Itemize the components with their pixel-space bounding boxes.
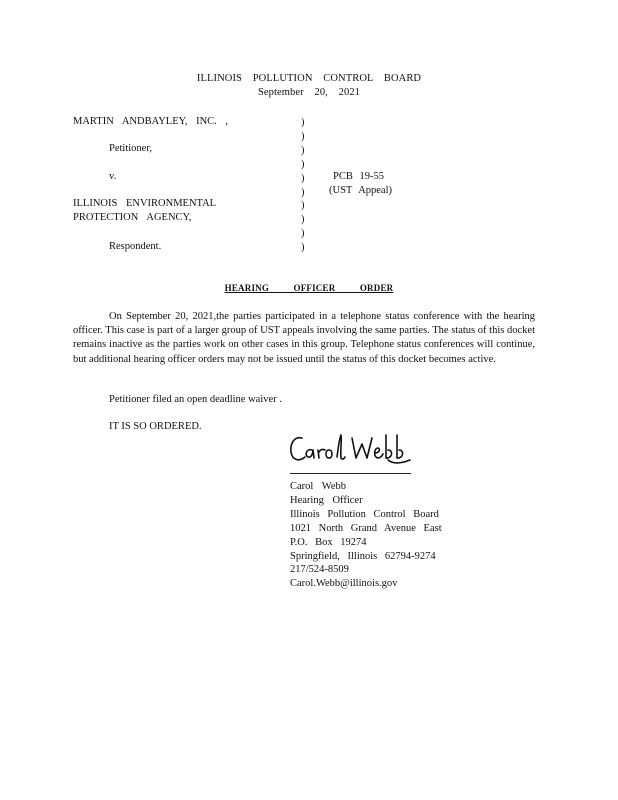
order-paragraph-2: Petitioner filed an open deadline waiver . <box>109 394 282 405</box>
signer-title: Hearing Officer <box>290 494 363 506</box>
case-number: PCB 19-55 <box>333 171 384 182</box>
respondent-name-line1: ILLINOIS ENVIRONMENTAL <box>73 198 217 209</box>
caption-parentheses: ) ) ) ) ) ) ) ) ) ) <box>301 117 305 254</box>
respondent-role: Respondent. <box>109 241 162 252</box>
signer-name: Carol Webb <box>290 481 346 492</box>
signer-city: Springfield, Illinois 62794-9274 <box>290 550 436 562</box>
order-title: HEARING OFFICER ORDER <box>224 283 394 293</box>
petitioner-name: MARTIN ANDBAYLEY, INC. , <box>73 116 229 127</box>
signer-phone: 217/524-8509 <box>290 564 349 576</box>
handwritten-signature <box>288 430 418 472</box>
versus-label: v. <box>109 171 117 182</box>
signature-block <box>290 480 442 591</box>
signature-line <box>290 473 411 474</box>
signer-po-box: P.O. Box 19274 <box>290 536 367 548</box>
closing-statement: IT IS SO ORDERED. <box>109 421 202 432</box>
agency-heading: ILLINOIS POLLUTION CONTROL BOARD <box>196 73 422 84</box>
order-paragraph-1-text: On September 20, 2021,the parties participated in a telephone status conference with the hearing officer. This case is part of a larger group of UST appeals involving the same parties. The status of this docket remains inactive as the parties work on other cases in this group. Telephone status conferences will continue, but additional hearing officer orders may not be issued until the status of this docket becomes active. <box>73 311 535 365</box>
respondent-name-line2: PROTECTION AGENCY, <box>73 212 192 223</box>
document-date: September 20, 2021 <box>257 87 361 98</box>
signer-street: 1021 North Grand Avenue East <box>290 522 442 534</box>
case-type: (UST Appeal) <box>329 185 393 196</box>
signer-email[interactable]: Carol.Webb@illinois.gov <box>290 578 398 590</box>
petitioner-role: Petitioner, <box>109 143 153 154</box>
order-title-wrap <box>0 283 618 294</box>
signer-organization: Illinois Pollution Control Board <box>290 508 439 520</box>
order-paragraph-1 <box>73 310 535 367</box>
